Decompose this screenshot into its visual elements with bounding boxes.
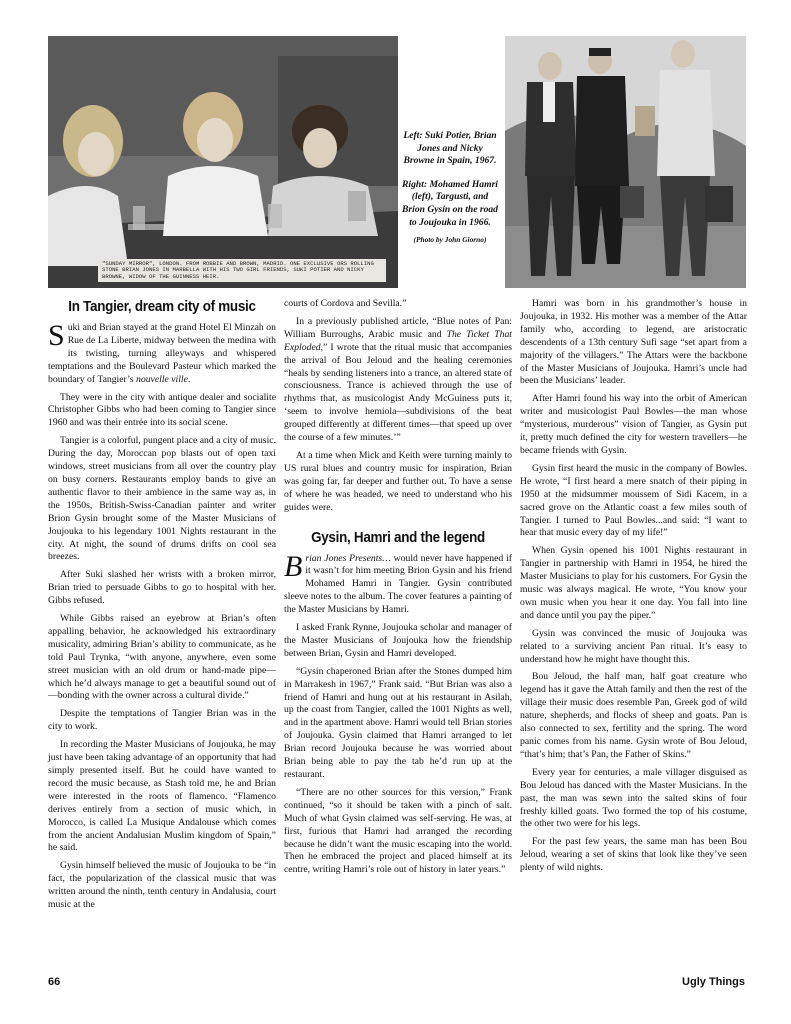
drop-cap: S bbox=[48, 319, 65, 352]
photo-suki-brian-nicky bbox=[48, 36, 398, 288]
paragraph: At a time when Mick and Keith were turning mainly to US rural blues and country music for inspiration, Brian was going far, far deeper and further out. To have a sense of where he was headed, we need to understand who his guides were. bbox=[284, 449, 512, 513]
text-italic: nouvelle ville bbox=[136, 373, 188, 385]
paragraph: Bou Jeloud, the half man, half goat creature who legend has it gave the Attah family and then the rest of the village their music does resemble Pan, Greek god of wild nature, shepherds, and flocks of sheep and goats. Pan is also connected to sex, fertility and the spring. The word panic comes from his name. Gysin wrote of Bou Jeloud, “that’s him; that’s Pan, the Father of Skins.” bbox=[520, 671, 747, 760]
section-heading-tangier: In Tangier, dream city of music bbox=[68, 299, 256, 315]
paragraph: I asked Frank Rynne, Joujouka scholar and manager of the Master Musicians of Joujouka how the friendship between Brian, Gysin and Hamri developed. bbox=[284, 622, 512, 659]
magazine-name: Ugly Things bbox=[682, 976, 745, 988]
paragraph: After Suki slashed her wrists with a broken mirror, Brian tried to persuade Gibbs to go to hospital with her. Gibbs refused. bbox=[48, 569, 276, 607]
paragraph: Despite the temptations of Tangier Brian was in the city to work. bbox=[48, 708, 276, 733]
text: would never have happened if it wasn’t for him meeting Brion Gysin and his friend Mohamed Hamri in Tangier. Gysin contributed sleeve notes to the album. The cover features a painting of the Master Musicians by Hamri. bbox=[284, 552, 512, 616]
paragraph: Every year for centuries, a male villager disguised as Bou Jeloud has danced with the Master Musicians. In the past, the man was sewn into the salted skins of four freshly killed goats. Two formed the top of his costume, the other two were for his legs. bbox=[520, 766, 747, 830]
text-italic: The Ticket That Exploded bbox=[284, 328, 512, 353]
photo-wire-caption: "SUNDAY MIRROR", LONDON. FROM ROBBIE AND BROWN, MADRID. ONE EXCLUSIVE ORS ROLLING STONE BRIAN JONES IN MARBELLA WITH HIS TWO GIRL FRIENDS, SUKI POTIER AND NICKY BROWNE, WIDOW OF THE GUINNESS HEIR. bbox=[98, 259, 386, 282]
paragraph: When Gysin opened his 1001 Nights restaurant in Tangier in partnership with Hamri in 1954, he hired the Master Musicians to play for his customers. For Gysin the music was always magical. He wrote, “You know your own music when you hear it one day. You fall into line and dance until you pay the piper.” bbox=[520, 545, 747, 621]
column-3 bbox=[520, 298, 747, 880]
paragraph: After Hamri found his way into the orbit of American writer and musicologist Paul Bowles—the man whose “mysterious, murderous” vision of Tangier, as Gysin put it, pretty much defined the city for western travellers—he became friends with Gysin. bbox=[520, 393, 747, 456]
text: . bbox=[187, 373, 191, 385]
paragraph: They were in the city with antique dealer and socialite Christopher Gibbs who had been coming to Tangier since 1960 and was their entrée into its social scene. bbox=[48, 391, 276, 429]
photo-hamri-targusti-gysin bbox=[505, 36, 746, 288]
photo-caption bbox=[401, 130, 499, 258]
caption-right: Right: Mohamed Hamri (left), Targusti, and Brion Gysin on the road to Joujouka in 1966. bbox=[402, 178, 498, 228]
text-italic: rian Jones Presents… bbox=[305, 552, 391, 564]
paragraph: For the past few years, the same man has been Bou Jeloud, wearing a set of skins that look like they’ve seen plenty of wild nights. bbox=[520, 836, 747, 874]
paragraph: Hamri was born in his grandmother’s house in Joujouka, in 1932. His mother was a member of the Attar family who, according to legend, are aristocratic descendents of a 13th century Sufi sage “set apart from a majority of the villagers.” The Attars were the backbone of the Master Musicians of Joujouka. Hamri’s uncle had been the Musicians’ leader. bbox=[520, 298, 747, 387]
photo-left-image bbox=[48, 36, 398, 288]
paragraph bbox=[284, 549, 512, 618]
photo-credit: (Photo by John Giorno) bbox=[413, 235, 487, 245]
paragraph bbox=[284, 316, 512, 445]
page-number: 66 bbox=[48, 976, 61, 988]
section-heading-gysin: Gysin, Hamri and the legend bbox=[311, 529, 485, 546]
text: In a previously published article, “Blue notes of Pan: William Burroughs, Arabic music and bbox=[284, 315, 512, 340]
paragraph: In recording the Master Musicians of Joujouka, he may just have been taking advantage of an opportunity that had simply presented itself. But he could have wanted to record the music because, as Stash told me, he and Brian were interested in the roots of flamenco. “Flamenco derives entirely from a section of music which, in Morocco, is called La Musique Andalouse which comes from the ancient Andalusian Muslim kingdom of Spain,” he said. bbox=[48, 739, 276, 854]
paragraph: courts of Cordova and Sevilla.” bbox=[284, 298, 407, 309]
paragraph: “Gysin chaperoned Brian after the Stones dumped him in Marrakesh in 1967,” Frank said. “But Brian was also a friend of Hamri and hung out at his restaurant in Asilah, up the coast from Tangier, called the 1001 Nights as well, and in the apartment above. Hamri would tell Brian stories of Joujouka. Gysin claimed that Hamri arranged to let Brian record Joujouka because he was worried about Brian being able to pay the tab he’d run up at the restaurant. bbox=[284, 665, 512, 780]
column-2 bbox=[284, 298, 512, 882]
caption-left: Left: Suki Potier, Brian Jones and Nicky Browne in Spain, 1967. bbox=[403, 130, 497, 167]
paragraph bbox=[48, 319, 276, 387]
paragraph: While Gibbs raised an eyebrow at Brian’s often appalling behavior, he acknowledged his extraordinary musicality, admiring Brian’s ability to communicate, as he told Paul Trynka, “with anyone, anywhere, even some street musician with an old drum or hand-made pipe—which he’d always manage to get a beautiful sound out of—bonding with the owner across a cultural divide.” bbox=[48, 613, 276, 702]
paragraph: Gysin was convinced the music of Joujouka was related to a surviving ancient Pan ritual. It’s easy to understand how he might have thought this. bbox=[520, 627, 747, 665]
paragraph: Gysin himself believed the music of Joujouka to be “in fact, the popularization of the classical music that was written around the ninth, tenth century in Andalusia, court music at the bbox=[48, 860, 276, 911]
photo-right-image bbox=[505, 36, 746, 288]
drop-cap: B bbox=[284, 549, 303, 583]
paragraph: “There are no other sources for this version,” Frank continued, “so it should be taken with a pinch of salt. Much of what Gysin claimed was self-serving. He was, at first, furious that Hamri had arranged the recording because he didn’t want the music escaping into the world. Then he embraced the project and placed himself at its centre, writing Hamri’s role out of history in later years.” bbox=[284, 786, 512, 876]
text: uki and Brian stayed at the grand Hotel El Minzah on Rue de La Liberte, midway between the medina with its twisting, turning alleyways and whispered temptations and the Boulevard Pasteur which marked the boundary of Tangier’s bbox=[48, 322, 276, 385]
paragraph: Gysin first heard the music in the company of Bowles. He wrote, “I first heard a mere snatch of their piping in 1950 at the midsummer moussem of Sidi Kacem, in a sacred grove on the Atlantic coast a few miles south of Tangier. I turned to Paul Bowles...and said: “I want to hear that music every day of my life!” bbox=[520, 462, 747, 539]
paragraph: Tangier is a colorful, pungent place and a city of music. During the day, Moroccan pop blasts out of open taxi windows, street musicians from all over the country play on busy corners. Restaurants employ bands to give an authentic flavor to their ambience in the same way as, in the 1950s, British-Swiss-Canadian painter and writer Brion Gysin brought some of the Master Musicians of Joujouka to his legendary 1001 Nights restaurant in the city. At night, the sound of drums drifts on cool sea breezes. bbox=[48, 435, 276, 563]
column-1 bbox=[48, 298, 276, 917]
text: ,” I wrote that the ritual music that accompanies the arrival of Bou Jeloud and the healing ceremonies “heals by sending listeners into a trance, an altered state of consciousness. Trance is achieved through the use of rhythms that, as musicologist Andy McGuiness puts it, ‘seem to involve hemiola—subdivisions of the beat grouped differently at different times—that speed up over the course of a few minutes.’” bbox=[284, 341, 512, 444]
